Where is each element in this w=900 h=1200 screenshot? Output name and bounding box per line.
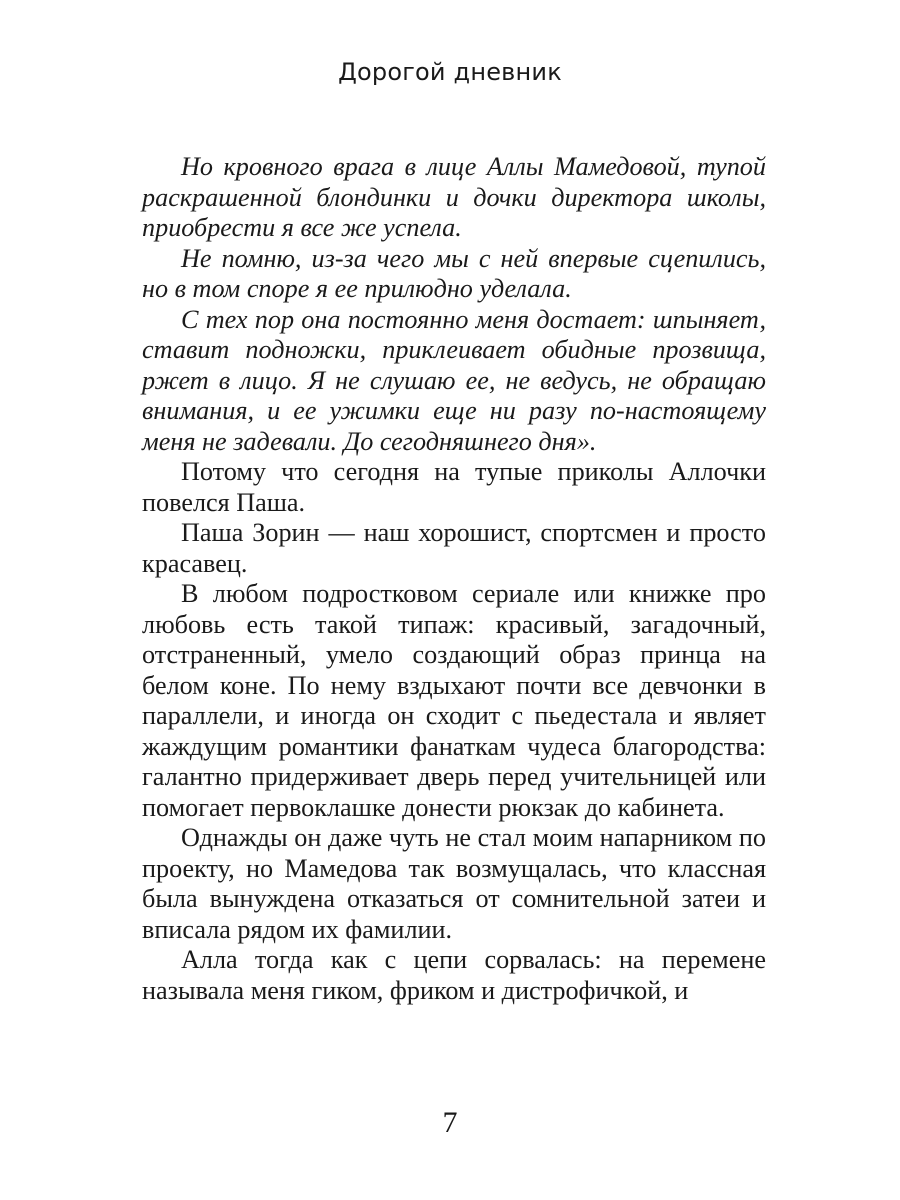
- paragraph: Не помню, из-за чего мы с ней впервые сцепились, но в том споре я ее прилюдно уделала.: [142, 243, 766, 303]
- paragraph: С тех пор она постоянно меня достает: шпыняет, ставит подножки, приклеивает обидные прозвища, ржет в лицо. Я не слушаю ее, не ведусь, не обращаю внимания, и ее ужимки еще ни разу по-настоящему меня не задевали. До сегодняшнего дня».: [142, 304, 766, 456]
- paragraph: Алла тогда как с цепи сорвалась: на перемене называла меня гиком, фриком и дистрофичкой, и: [142, 945, 766, 1005]
- paragraph: Но кровного врага в лице Аллы Мамедовой, тупой раскрашенной блондинки и дочки директора школы, приобрести я все же успела.: [142, 152, 766, 242]
- paragraph: Потому что сегодня на тупые приколы Аллочки повелся Паша.: [142, 457, 766, 517]
- page-number: 7: [442, 1106, 458, 1139]
- paragraph: В любом подростковом сериале или книжке про любовь есть такой типаж: красивый, загадочный, отстраненный, умело создающий образ принца на белом коне. По нему вздыхают почти все девчонки в параллели, и иногда он сходит с пьедестала и являет жаждущим романтики фанаткам чудеса благородства: галантно придерживает дверь перед учительницей или помогает первоклашке донести рюкзак до кабинета.: [142, 579, 766, 822]
- paragraph: Паша Зорин — наш хорошист, спортсмен и просто красавец.: [142, 518, 766, 578]
- running-head: Дорогой дневник: [338, 58, 562, 86]
- body-text: [142, 152, 766, 1006]
- paragraph: Однажды он даже чуть не стал моим напарником по проекту, но Мамедова так возмущалась, что классная была вынуждена отказаться от сомнительной затеи и вписала рядом их фамилии.: [142, 823, 766, 944]
